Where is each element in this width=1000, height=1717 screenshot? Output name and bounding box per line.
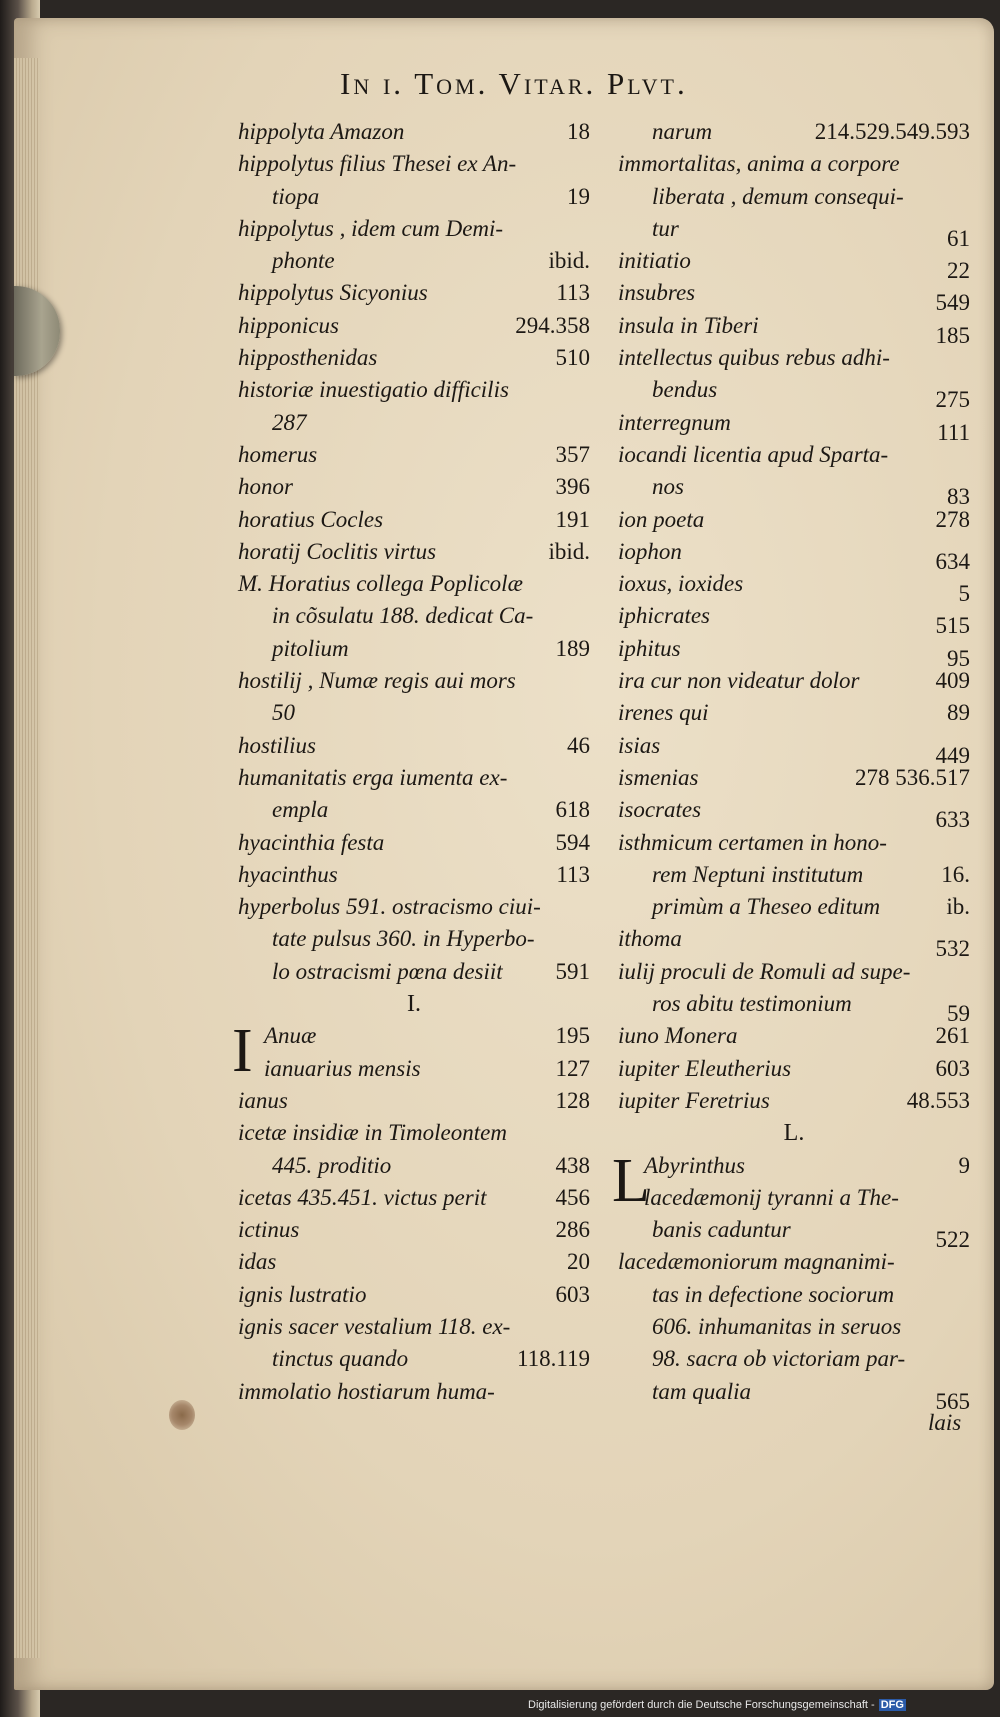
page-reference: 294.358 [515,312,590,338]
page-reference: 438 [555,1152,590,1178]
page-reference: 16. [941,861,970,887]
index-entry [238,342,590,374]
index-entry [618,181,970,213]
index-term: pitolium [272,635,349,661]
index-entry [618,923,970,962]
page-reference: 113 [556,861,590,887]
index-entry [238,277,590,309]
index-term: tas in defectione sociorum [652,1281,895,1307]
index-entry [618,697,970,729]
page-reference: 409 [935,668,970,694]
index-entry [238,1279,590,1311]
page-reference: 278 536.517 [855,764,970,790]
index-term: Anuæ [264,1023,317,1049]
index-entry [238,181,590,213]
index-entry [238,1150,590,1182]
index-term: hippolytus filius Thesei ex An- [238,151,517,177]
index-term: hostilius [238,732,316,758]
index-entry [238,471,590,503]
index-term: iphitus [618,635,681,661]
index-term: ithoma [618,926,682,952]
index-term: liberata , demum consequi- [652,183,904,209]
index-term: initiatio [618,248,691,274]
page-reference: 396 [555,474,590,500]
index-term: ictinus [238,1217,300,1243]
index-entry [238,600,590,632]
index-term: ignis lustratio [238,1281,367,1307]
index-entry [238,310,590,342]
index-term: idas [238,1249,277,1275]
index-entry [618,1343,970,1375]
index-term: tinctus quando [272,1346,409,1372]
index-term: ioxus, ioxides [618,571,744,597]
index-entry [238,730,590,762]
page-reference: 214.529.549.593 [814,119,970,144]
index-term: isthmicum certamen in hono- [618,829,887,855]
index-entry [238,1053,590,1085]
index-entry [238,439,590,471]
index-term: hipponicus [238,312,339,338]
index-entry [238,956,590,988]
index-term: tur [652,215,679,241]
index-term: Abyrinthus [644,1152,745,1178]
page-reference: 20 [567,1249,590,1275]
section-letter-heading: I. [407,991,421,1018]
index-term: rem Neptuni institutum [652,861,864,887]
index-term: 445. proditio [272,1152,392,1178]
page-reference: 456 [555,1184,590,1210]
index-term: 606. inhumanitas in seruos [652,1313,902,1339]
page-reference: 634 [935,548,970,574]
index-entry [238,762,590,794]
index-term: primùm a Theseo editum [652,894,881,920]
page-reference: 195 [555,1023,590,1049]
index-entry [238,633,590,665]
index-term: ismenias [618,764,699,790]
index-term: iupiter Feretrius [618,1087,770,1113]
index-term: irenes qui [618,700,709,726]
page-reference: 591 [555,958,590,984]
page-reference: 19 [567,183,590,209]
footer-text: Digitalisierung gefördert durch die Deutsche Forschungsgemeinschaft - [528,1699,875,1711]
index-entry [618,116,970,148]
index-entry [238,374,590,406]
page-reference: 18 [567,119,590,144]
index-entry [618,730,970,768]
index-term: interregnum [618,409,731,435]
index-term: humanitatis erga iumenta ex- [238,764,508,790]
index-entry [238,923,590,955]
dfg-logo: DFG [880,1699,904,1711]
index-term: hyacinthia festa [238,829,385,855]
page-reference: 111 [937,419,970,445]
index-entry [618,1053,970,1085]
index-term: icetæ insidiæ in Timoleontem [238,1120,507,1146]
index-term: lo ostracismi pœna desiit [272,958,503,984]
index-entry [238,148,590,180]
index-term: tate pulsus 360. in Hyperbo- [272,926,535,952]
index-entry [238,1117,590,1149]
page-reference: ib. [946,894,970,920]
page-reference: 83 [947,484,970,510]
index-entry [238,697,590,729]
page-reference: 46 [567,732,590,758]
page-reference: 603 [555,1281,590,1307]
index-column-left [232,116,590,1408]
index-column-right [612,116,970,1414]
index-entry [618,1020,970,1052]
page-reference: 48.553 [906,1087,970,1113]
index-entry [618,600,970,639]
index-term: ira cur non videatur dolor [618,668,860,694]
index-term: tam qualia [652,1378,752,1404]
page-reference: 603 [935,1055,970,1081]
page-reference: 275 [935,387,970,413]
page-reference: 128 [555,1087,590,1113]
page-reference: 357 [555,441,590,467]
index-term: in cõsulatu 188. dedicat Ca- [272,603,534,629]
index-entry [618,536,970,574]
page-reference: 278 [935,506,970,532]
page-reference: ibid. [548,538,590,564]
index-entry [238,245,590,277]
page-reference: 633 [935,807,970,833]
page-reference: 9 [958,1152,970,1178]
index-term: insula in Tiberi [618,312,759,338]
index-entry [618,439,970,471]
index-entry [238,1085,590,1117]
index-term: iophon [618,538,682,564]
index-entry [238,794,590,826]
index-term: hipposthenidas [238,345,378,371]
index-entry [618,1311,970,1343]
index-term: empla [272,797,329,823]
page-reference: ibid. [548,248,590,274]
index-entry [238,568,590,600]
page-reference: 515 [935,613,970,639]
index-term: ion poeta [618,506,705,532]
index-entry [238,665,590,697]
index-entry [238,1343,590,1375]
page-reference: 95 [947,645,970,671]
index-term: icetas 435.451. victus perit [238,1184,487,1210]
index-entry [618,148,970,180]
index-term: intellectus quibus rebus adhi- [618,345,890,371]
index-entry [618,1246,970,1278]
index-entry [618,407,970,445]
bookmark-tab [14,286,60,376]
drop-capital: L [612,1146,650,1215]
index-term: banis caduntur [652,1217,791,1243]
page-reference: 286 [555,1217,590,1243]
page-reference: 189 [555,635,590,661]
page-reference: 5 [958,581,970,607]
index-entry [618,213,970,251]
index-term: hippolytus Sicyonius [238,280,428,306]
page-reference: 522 [935,1227,970,1253]
index-entry [618,633,970,671]
index-entry [238,116,590,148]
index-entry [618,859,970,891]
index-term: isocrates [618,797,702,823]
index-entry [618,891,970,923]
page-reference: 113 [556,280,590,306]
index-entry [238,1214,590,1246]
index-term: bendus [652,377,718,403]
drop-capital: I [232,1017,253,1086]
index-entry [238,859,590,891]
index-term: hippolyta Amazon [238,119,405,144]
index-term: iphicrates [618,603,710,629]
index-entry [618,762,970,794]
index-term: ignis sacer vestalium 118. ex- [238,1313,511,1339]
index-entry [618,1279,970,1311]
index-term: tiopa [272,183,320,209]
index-term: insubres [618,280,696,306]
index-entry [618,794,970,833]
page-reference: 510 [555,345,590,371]
index-term: 98. sacra ob victoriam par- [652,1346,906,1372]
index-term: iocandi licentia apud Sparta- [618,441,889,467]
page-reference: 185 [935,322,970,348]
index-entry [238,827,590,859]
index-entry [238,504,590,536]
index-term: horatij Coclitis virtus [238,538,437,564]
index-entry [618,827,970,859]
paper-stain [169,1400,195,1430]
index-term: hostilij , Numæ regis aui mors [238,668,516,694]
page-reference: 22 [947,258,970,284]
index-term: honor [238,474,293,500]
index-entry [618,374,970,413]
index-term: iupiter Eleutherius [618,1055,792,1081]
section-letter-heading: L. [783,1120,805,1147]
index-entry [618,665,970,697]
index-entry [618,568,970,607]
index-entry [618,310,970,348]
index-entry [618,988,970,1027]
index-term: phonte [272,248,335,274]
running-header: In i. Tom. Vitar. Plvt. [340,66,688,101]
index-entry [618,1376,970,1414]
index-term: 287 [272,409,307,435]
index-entry [238,213,590,245]
page-reference: 594 [555,829,590,855]
page-reference: 565 [935,1388,970,1414]
page-reference: 127 [555,1055,590,1081]
index-term: narum [652,119,713,144]
index-term: lacedæmonij tyranni a The- [644,1184,899,1210]
page-reference: 118.119 [516,1346,590,1372]
page-reference: 449 [935,742,970,768]
index-entry [238,1182,590,1214]
index-term: hippolytus , idem cum Demi- [238,215,504,241]
index-entry [238,891,590,923]
index-term: hyacinthus [238,861,338,887]
index-entry [618,504,970,536]
page-reference: 549 [935,290,970,316]
index-term: iuno Monera [618,1023,738,1049]
page-reference: 618 [555,797,590,823]
page-reference: 261 [935,1023,970,1049]
index-entry [618,956,970,988]
index-term: hyperbolus 591. ostracismo ciui- [238,894,541,920]
digitization-footer [528,1699,906,1711]
index-term: immortalitas, anima a corpore [618,151,900,177]
index-term: lacedæmoniorum magnanimi- [618,1249,895,1275]
page-reference: 191 [555,506,590,532]
index-entry [618,471,970,510]
index-entry [618,1214,970,1253]
index-term: M. Horatius collega Poplicolæ [238,571,523,597]
index-entry [618,1182,970,1214]
index-entry [618,1085,970,1117]
index-entry [238,407,590,439]
index-term: historiæ inuestigatio difficilis [238,377,509,403]
index-term: immolatio hostiarum huma- [238,1378,495,1404]
page-reference: 59 [947,1001,970,1027]
index-term: horatius Cocles [238,506,384,532]
index-term: homerus [238,441,318,467]
index-term: ros abitu testimonium [652,991,852,1017]
index-entry [238,536,590,568]
index-entry [618,342,970,374]
index-term: ianus [238,1087,288,1113]
catchword: lais [928,1410,962,1435]
index-entry [618,277,970,316]
index-entry [238,1311,590,1343]
index-term: nos [652,474,684,500]
index-term: iulij proculi de Romuli ad supe- [618,958,911,984]
page-reference: 61 [947,225,970,251]
page-reference: 532 [935,936,970,962]
index-entry [238,1246,590,1278]
index-term: ianuarius mensis [264,1055,421,1081]
index-term: isias [618,732,661,758]
page-reference: 89 [947,700,970,726]
index-entry [618,245,970,284]
index-term: 50 [272,700,295,726]
index-entry [238,1376,590,1408]
